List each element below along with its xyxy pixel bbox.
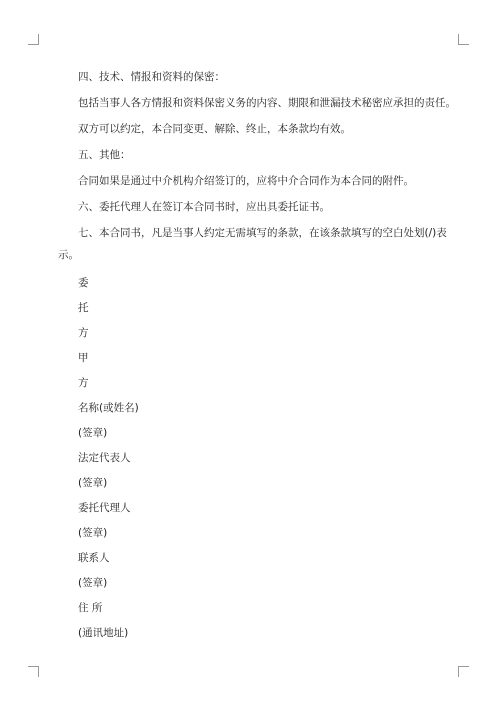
signature-field-seal: (签章)	[78, 477, 108, 489]
paragraph-clause-validity: 双方可以约定，本合同变更、解除、终止，本条款均有效。	[78, 123, 351, 135]
signature-vertical-char: 方	[78, 327, 89, 339]
signature-field-mailing-address: (通讯地址)	[78, 627, 129, 639]
signature-vertical-char: 托	[78, 302, 89, 314]
signature-field-seal: (签章)	[78, 527, 108, 539]
section-heading-confidentiality: 四、技术、情报和资料的保密：	[78, 71, 225, 83]
signature-field-name: 名称(或姓名)	[78, 402, 139, 414]
crop-mark-bottom-right	[458, 666, 469, 677]
section-heading-other: 五、其他：	[78, 149, 131, 161]
crop-mark-top-left	[28, 34, 39, 45]
signature-vertical-char: 方	[78, 377, 89, 389]
signature-field-address: 住 所	[78, 602, 103, 614]
paragraph-intermediary: 合同如果是通过中介机构介绍签订的，应将中介合同作为本合同的附件。	[78, 175, 414, 187]
signature-field-seal: (签章)	[78, 577, 108, 589]
crop-mark-top-right	[458, 34, 469, 45]
signature-field-seal: (签章)	[78, 427, 108, 439]
crop-mark-bottom-left	[28, 666, 39, 677]
signature-vertical-char: 委	[78, 277, 89, 289]
signature-field-contact: 联系人	[78, 552, 110, 564]
paragraph-blank-clauses-continued: 示。	[58, 249, 79, 261]
signature-field-agent: 委托代理人	[78, 502, 131, 514]
signature-vertical-char: 甲	[78, 352, 89, 364]
signature-field-legal-representative: 法定代表人	[78, 452, 131, 464]
paragraph-confidentiality-scope: 包括当事人各方情报和资料保密义务的内容、期限和泄漏技术秘密应承担的责任。	[78, 97, 456, 109]
paragraph-blank-clauses: 七、本合同书，凡是当事人约定无需填写的条款，在该条款填写的空白处划(/)表	[78, 227, 447, 239]
paragraph-agent-certificate: 六、委托代理人在签订本合同书时，应出具委托证书。	[78, 201, 330, 213]
